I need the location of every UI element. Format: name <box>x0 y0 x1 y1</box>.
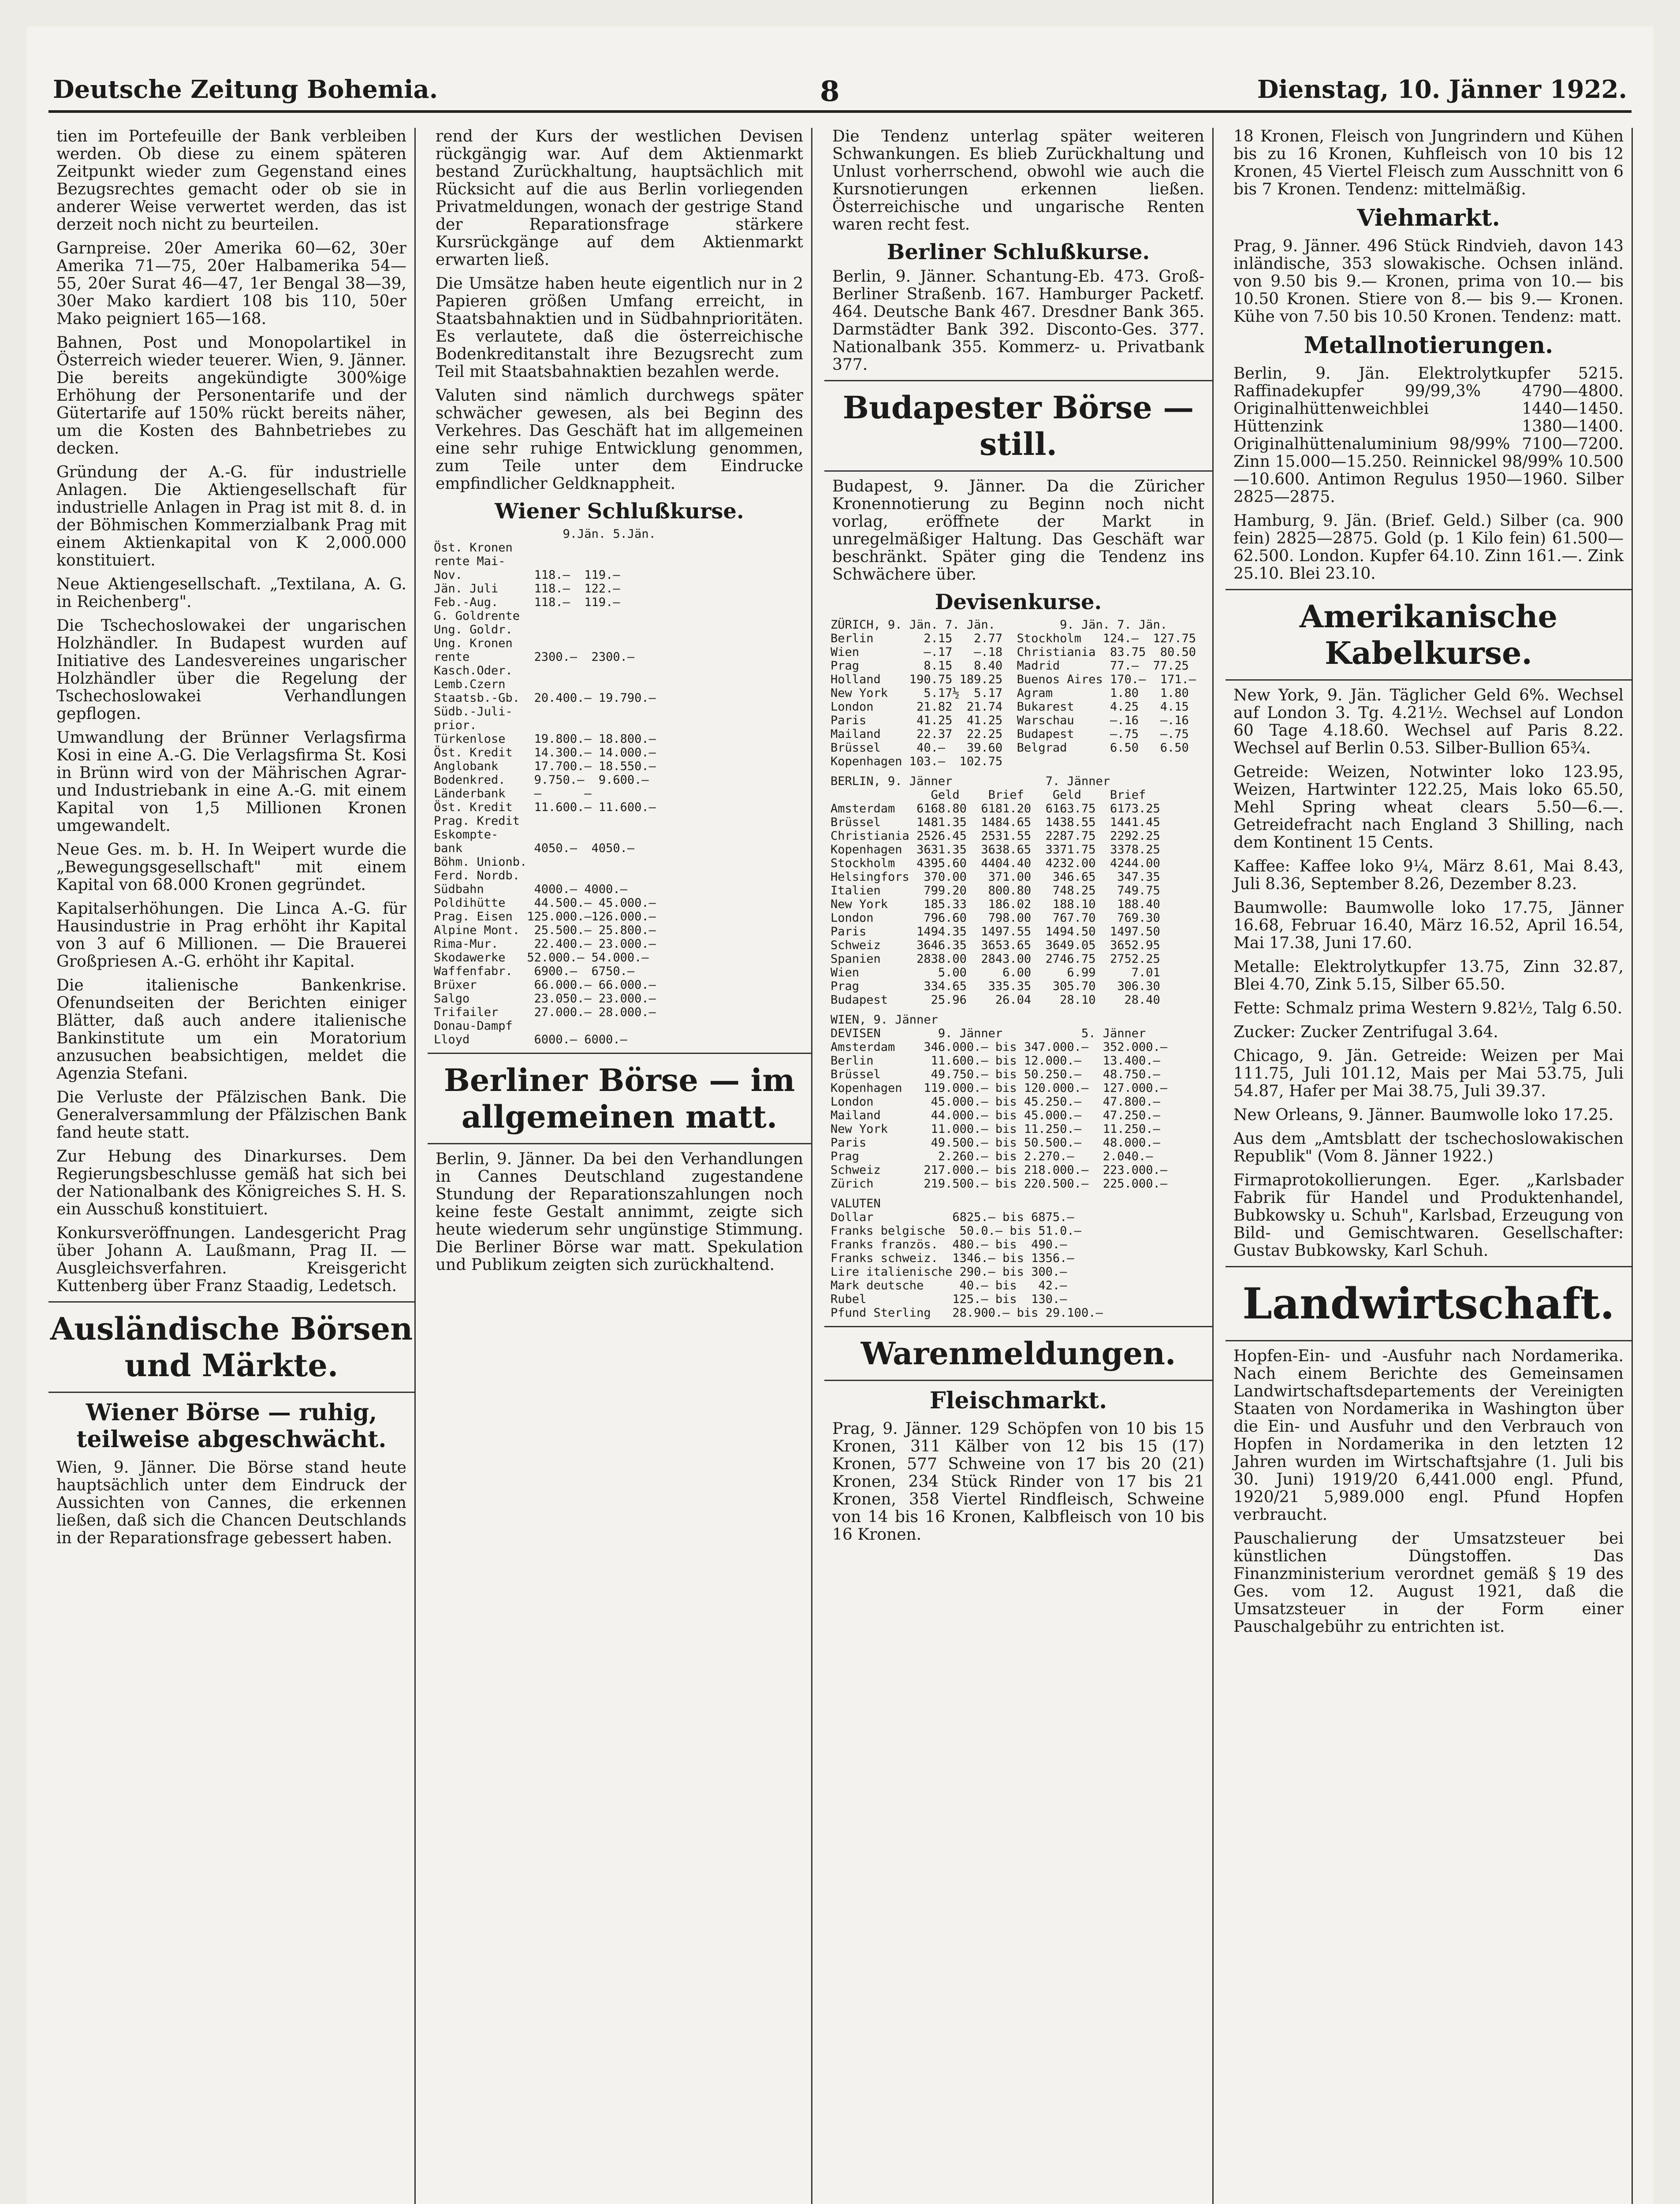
section-heading: Warenmeldungen. <box>824 1326 1212 1381</box>
article-paragraph: Prag, 9. Jänner. 129 Schöpfen von 10 bis 15 Kronen, 311 Kälber von 12 bis 15 (17) Kronen, 577 Schweine von 17 bis 20 (21) Kronen, 234 Stück Rinder von 17 bis 21 Kronen, 358 Viertel Rindfleisch, Schweine von 14 bis 16 Kronen, Kalbfleisch von 10 bis 16 Kronen. <box>832 1420 1204 1544</box>
article-paragraph: Die Tendenz unterlag später weiteren Schwankungen. Es blieb Zurückhaltung und Unlust vorherrschend, obwohl wie auch die Kursnotierungen erkennen ließen. Österreichische und ungarische Renten waren recht fest. <box>832 128 1204 234</box>
article-paragraph: New Orleans, 9. Jänner. Baumwolle loko 17.25. <box>1233 1106 1614 1124</box>
issue-date: Dienstag, 10. Jänner 1922. <box>1257 75 1627 104</box>
newspaper-title: Deutsche Zeitung Bohemia. <box>53 75 438 104</box>
article-paragraph: 18 Kronen, Fleisch von Jungrindern und Kühen bis zu 16 Kronen, Kuhfleisch von 10 bis 12 Kronen, 45 Viertel Fleisch zum Ausschnitt von 6 bis 7 Kronen. Tendenz: mittelmäßig. <box>1233 128 1624 198</box>
section-heading: Budapester Börse — still. <box>824 380 1212 472</box>
article-paragraph: Die italienische Bankenkrise. Ofenundseiten der Berichten einiger Blätter, daß auch andere italienische Bankinstitute um ein Moratorium anzusuchen beabsichtigen, meldet die Agenzia Stefani. <box>56 976 406 1083</box>
article-paragraph: New York, 9. Jän. Täglicher Geld 6%. Wechsel auf London 3. Tg. 4.21½. Wechsel auf London 60 Tage 4.18.60. Wechsel auf Paris 8.22. Wechsel auf Berlin 0.53. Silber-Bullion 65¾. <box>1233 686 1624 757</box>
article-paragraph: Bahnen, Post und Monopolartikel in Österreich wieder teuerer. Wien, 9. Jänner. Die bereits angekündigte 300%ige Erhöhung der Personentarife und der Gütertarife auf 150% rückt bereits näher, um die Kosten des Bahnbetriebes zu decken. <box>56 334 406 458</box>
article-headline: Metallnotierungen. <box>1304 332 1553 359</box>
vienna-devisen-table: WIEN, 9. Jänner DEVISEN 9. Jänner 5. Jänner Amsterdam 346.000.— bis 347.000.— 352.000.— Berlin 11.600.— bis 12.000.— 13.400.— Brüssel 49.750.— bis 50.250.— 48.750.— Kopenhagen 119.000.— bis 120.000.— 127.000.— London 45.000.— bis 45.250.— 47.800.— Mailand 44.000.— bis 45.000.— 47.250.— New York 11.000.— bis 11.250.— 11.250.— Paris 49.500.— bis 50.500.— 48.000.— Prag 2.260.— bis 2.270.— 2.040.— Schweiz 217.000.— bis 218.000.— 223.000.— Zürich 219.500.— bis 220.500.— 225.000.— <box>831 1013 1168 1191</box>
article-paragraph: Valuten sind nämlich durchwegs später schwächer gewesen, als bei Beginn des Verkehres. Das Geschäft hat im allgemeinen eine sehr ruhige Entwicklung genommen, zum Teile unter dem Eindrucke empfindlicher Geldknappheit. <box>436 387 803 493</box>
article-paragraph: Hopfen-Ein- und -Ausfuhr nach Nordamerika. Nach einem Berichte des Gemeinsamen Landwirtschaftsdepartements der Vereinigten Staaten von Nordamerika in Washington über die Ein- und Ausfuhr und den Verbrauch von Hopfen in Nordamerika in den letzten 12 Jahren wurden im Wirtschaftsjahre (1. Juli bis 30. Juni) 1919/20 6,441.000 engl. Pfund, 1920/21 5,989.000 engl. Pfund Hopfen verbraucht. <box>1233 1347 1624 1524</box>
section-heading: Ausländische Börsen und Märkte. <box>48 1301 414 1393</box>
column-3 <box>824 128 1214 2204</box>
article-paragraph: Firmaprotokollierungen. Eger. „Karlsbader Fabrik für Handel und Produktenhandel, Bubkowsky u. Schuh", Karlsbad, Erzeugung von Bild- und Gemischtwaren. Gesellschafter: Gustav Bubkowsky, Karl Schuh. <box>1233 1171 1624 1260</box>
article-paragraph: Metalle: Elektrolytkupfer 13.75, Zinn 32.87, Blei 4.70, Zink 5.15, Silber 65.50. <box>1233 958 1624 994</box>
article-paragraph: Pauschalierung der Umsatzsteuer bei künstlichen Düngstoffen. Das Finanzministerium verordnet gemäß § 19 des Ges. vom 12. August 1921, daß die Umsatzsteuer in der Form einer Pauschalgebühr zu entrichten ist. <box>1233 1530 1624 1636</box>
article-paragraph: Hamburg, 9. Jän. (Brief. Geld.) Silber (ca. 900 fein) 2825—2875. Gold (p. 1 Kilo fein) 61.500—62.500. London. Kupfer 64.10. Zinn 161.—. Zink 25.10. Blei 23.10. <box>1233 512 1624 583</box>
article-paragraph: Kaffee: Kaffee loko 9¼, März 8.61, Mai 8.43, Juli 8.36, September 8.26, Dezember 8.23. <box>1233 857 1624 893</box>
section-heading: Landwirtschaft. <box>1226 1266 1632 1341</box>
article-paragraph: Fette: Schmalz prima Western 9.82½, Talg 6.50. <box>1233 999 1623 1017</box>
article-paragraph: Getreide: Weizen, Notwinter loko 123.95, Weizen, Hartwinter 122.25, Mais loko 65.50, Mehl Spring wheat clears 5.50—6.—. Getreidefracht nach England 3 Shilling, nach dem Kontinent 15 Cents. <box>1233 763 1624 852</box>
article-paragraph: Wien, 9. Jänner. Die Börse stand heute hauptsächlich unter dem Eindruck der Aussichten von Cannes, die erkennen ließen, daß sich die Chancen Deutschlands in der Reparationsfrage gebessert haben. <box>56 1459 406 1547</box>
stock-quotes-table: 9.Jän. 5.Jän. Öst. Kronen rente Mai- Nov. 118.— 119.— Jän. Juli 118.— 122.— Feb.-Aug. 118.— 119.— G. Goldrente Ung. Goldr. Ung. Kronen rente 2300.— 2300.— Kasch.Oder. Lemb.Czern Staatsb.-Gb. 20.400.— 19.790.— Südb.-Juli- prior. Türkenlose 19.800.— 18.800.— Öst. Kredit 14.300.— 14.000.— Anglobank 17.700.— 18.550.— Bodenkred. 9.750.— 9.600.— Länderbank — — Öst. Kredit 11.600.— 11.600.— Prag. Kredit Eskompte- bank 4050.— 4050.— Böhm. Unionb. Ferd. Nordb. Südbahn 4000.— 4000.— Poldihütte 44.500.— 45.000.— Prag. Eisen 125.000.—126.000.— Alpine Mont. 25.500.— 25.800.— Rima-Mur. 22.400.— 23.000.— Skodawerke 52.000.— 54.000.— Waffenfabr. 6900.— 6750.— Brüxer 66.000.— 66.000.— Salgo 23.050.— 23.000.— Trifailer 27.000.— 28.000.— Donau-Dampf Lloyd 6000.— 6000.— <box>434 527 656 1046</box>
article-paragraph: Gründung der A.-G. für industrielle Anlagen. Die Aktiengesellschaft für industrielle Anlagen in Prag ist mit 8. d. in der Böhmischen Kommerzialbank Prag mit einem Aktienkapital von K 2,000.000 konstituiert. <box>56 463 406 570</box>
vienna-valuten-table: VALUTEN Dollar 6825.— bis 6875.— Franks belgische 50.0.— bis 51.0.— Franks französ. 480.— bis 490.— Franks schweiz. 1346.— bis 1356.— Lire italienische 290.— bis 300.— Mark deutsche 40.— bis 42.— Rubel 125.— bis 130.— Pfund Sterling 28.900.— bis 29.100.— <box>831 1197 1103 1320</box>
article-paragraph: Die Tschechoslowakei der ungarischen Holzhändler. In Budapest wurden auf Initiative des Landesvereines ungarischer Holzhändler über die Regelung der Tschechoslowakei Verhandlungen gepflogen. <box>56 617 406 723</box>
article-paragraph: Prag, 9. Jänner. 496 Stück Rindvieh, davon 143 inländische, 353 slowakische. Ochsen inländ. von 9.50 bis 9.— Kronen, prima von 10.— bis 10.50 Kronen. Stiere von 8.— bis 9.— Kronen. Kühe von 7.50 bis 10.50 Kronen. Tendenz: matt. <box>1233 237 1624 326</box>
article-paragraph: Die Umsätze haben heute eigentlich nur in 2 Papieren größen Umfang erreicht, in Staatsbahnaktien und in Südbahnprioritäten. Es verlautete, daß die österreichische Bodenkreditanstalt ihre Bezugsrecht zum Teil mit Staatsbahnaktien bezahlen werde. <box>436 275 803 381</box>
column-1 <box>48 128 416 2204</box>
article-paragraph: Berlin, 9. Jän. Elektrolytkupfer 5215. Raffinadekupfer 99/99,3% 4790—4800. Originalhüttenweichblei 1440—1450. Hüttenzink 1380—1400. Originalhüttenaluminium 98/99% 7100—7200. Zinn 15.000—15.250. Reinnickel 98/99% 10.500—10.600. Antimon Regulus 1950—1960. Silber 2825—2875. <box>1233 365 1624 506</box>
article-paragraph: Budapest, 9. Jänner. Da die Züricher Kronennotierung zu Beginn noch nicht vorlag, eröffnete der Markt in unregelmäßiger Haltung. Das Geschäft war beschränkt. Später ging die Tendenz ins Schwächere über. <box>832 477 1204 584</box>
section-heading: Berliner Börse — im allgemeinen matt. <box>428 1053 811 1144</box>
article-paragraph: Aus dem „Amtsblatt der tschechoslowakischen Republik" (Vom 8. Jänner 1922.) <box>1233 1130 1624 1165</box>
article-headline: Fleischmarkt. <box>929 1387 1107 1414</box>
table-heading: Berliner Schlußkurse. <box>887 240 1150 264</box>
article-paragraph: rend der Kurs der westlichen Devisen rückgängig war. Auf dem Aktienmarkt bestand Zurückhaltung, hauptsächlich mit Rücksicht auf die aus Berlin vorliegenden Privatmeldungen, wonach der gestrige Stand der Reparationsfrage stärkere Kursrückgänge auf dem Aktienmarkt erwarten ließ. <box>436 128 803 269</box>
article-paragraph: Garnpreise. 20er Amerika 60—62, 30er Amerika 71—75, 20er Halbamerika 54—55, 20er Surat 46—47, 1er Bengal 38—39, 30er Mako kardiert 108 bis 110, 50er Mako peigniert 165—168. <box>56 239 406 328</box>
table-heading: Wiener Schlußkurse. <box>495 499 744 524</box>
masthead <box>48 62 1632 113</box>
article-paragraph: Zucker: Zucker Zentrifugal 3.64. <box>1233 1023 1498 1041</box>
article-headline: Viehmarkt. <box>1357 205 1500 231</box>
article-headline: Wiener Börse — ruhig, teilweise abgeschwächt. <box>76 1399 387 1453</box>
berlin-rates-table: BERLIN, 9. Jänner 7. Jänner Geld Brief Geld Brief Amsterdam 6168.80 6181.20 6163.75 6173.25 Brüssel 1481.35 1484.65 1438.55 1441.45 Christiania 2526.45 2531.55 2287.75 2292.25 Kopenhagen 3631.35 3638.65 3371.75 3378.25 Stockholm 4395.60 4404.40 4232.00 4244.00 Helsingfors 370.00 371.00 346.65 347.35 Italien 799.20 800.80 748.25 749.75 New York 185.33 186.02 188.10 188.40 London 796.60 798.00 767.70 769.30 Paris 1494.35 1497.55 1494.50 1497.50 Schweiz 3646.35 3653.65 3649.05 3652.95 Spanien 2838.00 2843.00 2746.75 2752.25 Wien 5.00 6.00 6.99 7.01 Prag 334.65 335.35 305.70 306.30 Budapest 25.96 26.04 28.10 28.40 <box>831 774 1160 1007</box>
column-2 <box>428 128 812 2204</box>
article-paragraph: Kapitalserhöhungen. Die Linca A.-G. für Hausindustrie in Prag erhöht ihr Kapital von 3 auf 6 Millionen. — Die Brauerei Großpriesen A.-G. erhöht ihr Kapital. <box>56 900 406 971</box>
article-paragraph: Baumwolle: Baumwolle loko 17.75, Jänner 16.68, Februar 16.40, März 16.52, April 16.54, Mai 17.38, Juni 17.60. <box>1233 899 1624 952</box>
article-paragraph: Berlin, 9. Jänner. Schantung-Eb. 473. Groß-Berliner Straßenb. 167. Hamburger Packetf. 464. Deutsche Bank 467. Dresdner Bank 365. Darmstädter Bank 392. Disconto-Ges. 377. Nationalbank 355. Kommerz- u. Privatbank 377. <box>832 268 1204 374</box>
table-heading: Devisenkurse. <box>935 590 1102 614</box>
zurich-rates-table: ZÜRICH, 9. Jän. 7. Jän. 9. Jän. 7. Jän. Berlin 2.15 2.77 Stockholm 124.— 127.75 Wien —.17 —.18 Christiania 83.75 80.50 Prag 8.15 8.40 Madrid 77.— 77.25 Holland 190.75 189.25 Buenos Aires 170.— 171.— New York 5.17½ 5.17 Agram 1.80 1.80 London 21.82 21.74 Bukarest 4.25 4.15 Paris 41.25 41.25 Warschau —.16 —.16 Mailand 22.37 22.25 Budapest —.75 —.75 Brüssel 40.— 39.60 Belgrad 6.50 6.50 Kopenhagen 103.— 102.75 <box>831 618 1196 768</box>
article-paragraph: Umwandlung der Brünner Verlagsfirma Kosi in eine A.-G. Die Verlagsfirma St. Kosi in Brünn wird von der Mährischen Agrar- und Industriebank in eine A.-G. mit einem Kapital von 1,5 Millionen Kronen umgewandelt. <box>56 729 406 835</box>
article-paragraph: Die Verluste der Pfälzischen Bank. Die Generalversammlung der Pfälzischen Bank fand heute statt. <box>56 1088 406 1142</box>
article-paragraph: Konkursveröffnungen. Landesgericht Prag über Johann A. Laußmann, Prag II. — Ausgleichsverfahren. Kreisgericht Kuttenberg über Franz Staadig, Ledetsch. <box>56 1224 406 1295</box>
article-paragraph: Berlin, 9. Jänner. Da bei den Verhandlungen in Cannes Deutschland zugestandene Stundung der Reparationszahlungen noch keine feste Gestalt annimmt, zeigte sich heute wiederum sehr ungünstige Stimmung. Die Berliner Börse war matt. Spekulation und Publikum zeigten sich zurückhaltend. <box>436 1150 803 1274</box>
article-paragraph: Zur Hebung des Dinarkurses. Dem Regierungsbeschlusse gemäß hat sich bei der Nationalbank des Königreiches S. H. S. ein Ausschuß konstituiert. <box>56 1147 406 1218</box>
article-paragraph: Neue Ges. m. b. H. In Weipert wurde die „Bewegungsgesellschaft" mit einem Kapital von 68.000 Kronen gegründet. <box>56 841 406 894</box>
article-paragraph: tien im Portefeuille der Bank verbleiben werden. Ob diese zu einem späteren Zeitpunkt wieder zum Gegenstand eines Bezugsrechtes gemacht oder ob sie in anderer Weise verwertet werden, das ist derzeit noch nicht zu beurteilen. <box>56 128 406 234</box>
column-4 <box>1226 128 1633 2204</box>
article-paragraph: Chicago, 9. Jän. Getreide: Weizen per Mai 111.75, Juli 101.12, Mais per Mai 53.75, Juli 54.87, Hafer per Mai 38.75, Juli 39.37. <box>1233 1047 1624 1100</box>
section-heading: Amerikanische Kabelkurse. <box>1226 589 1632 681</box>
article-paragraph: Neue Aktiengesellschaft. „Textilana, A. G. in Reichenberg". <box>56 575 406 611</box>
page-number: 8 <box>820 75 840 108</box>
